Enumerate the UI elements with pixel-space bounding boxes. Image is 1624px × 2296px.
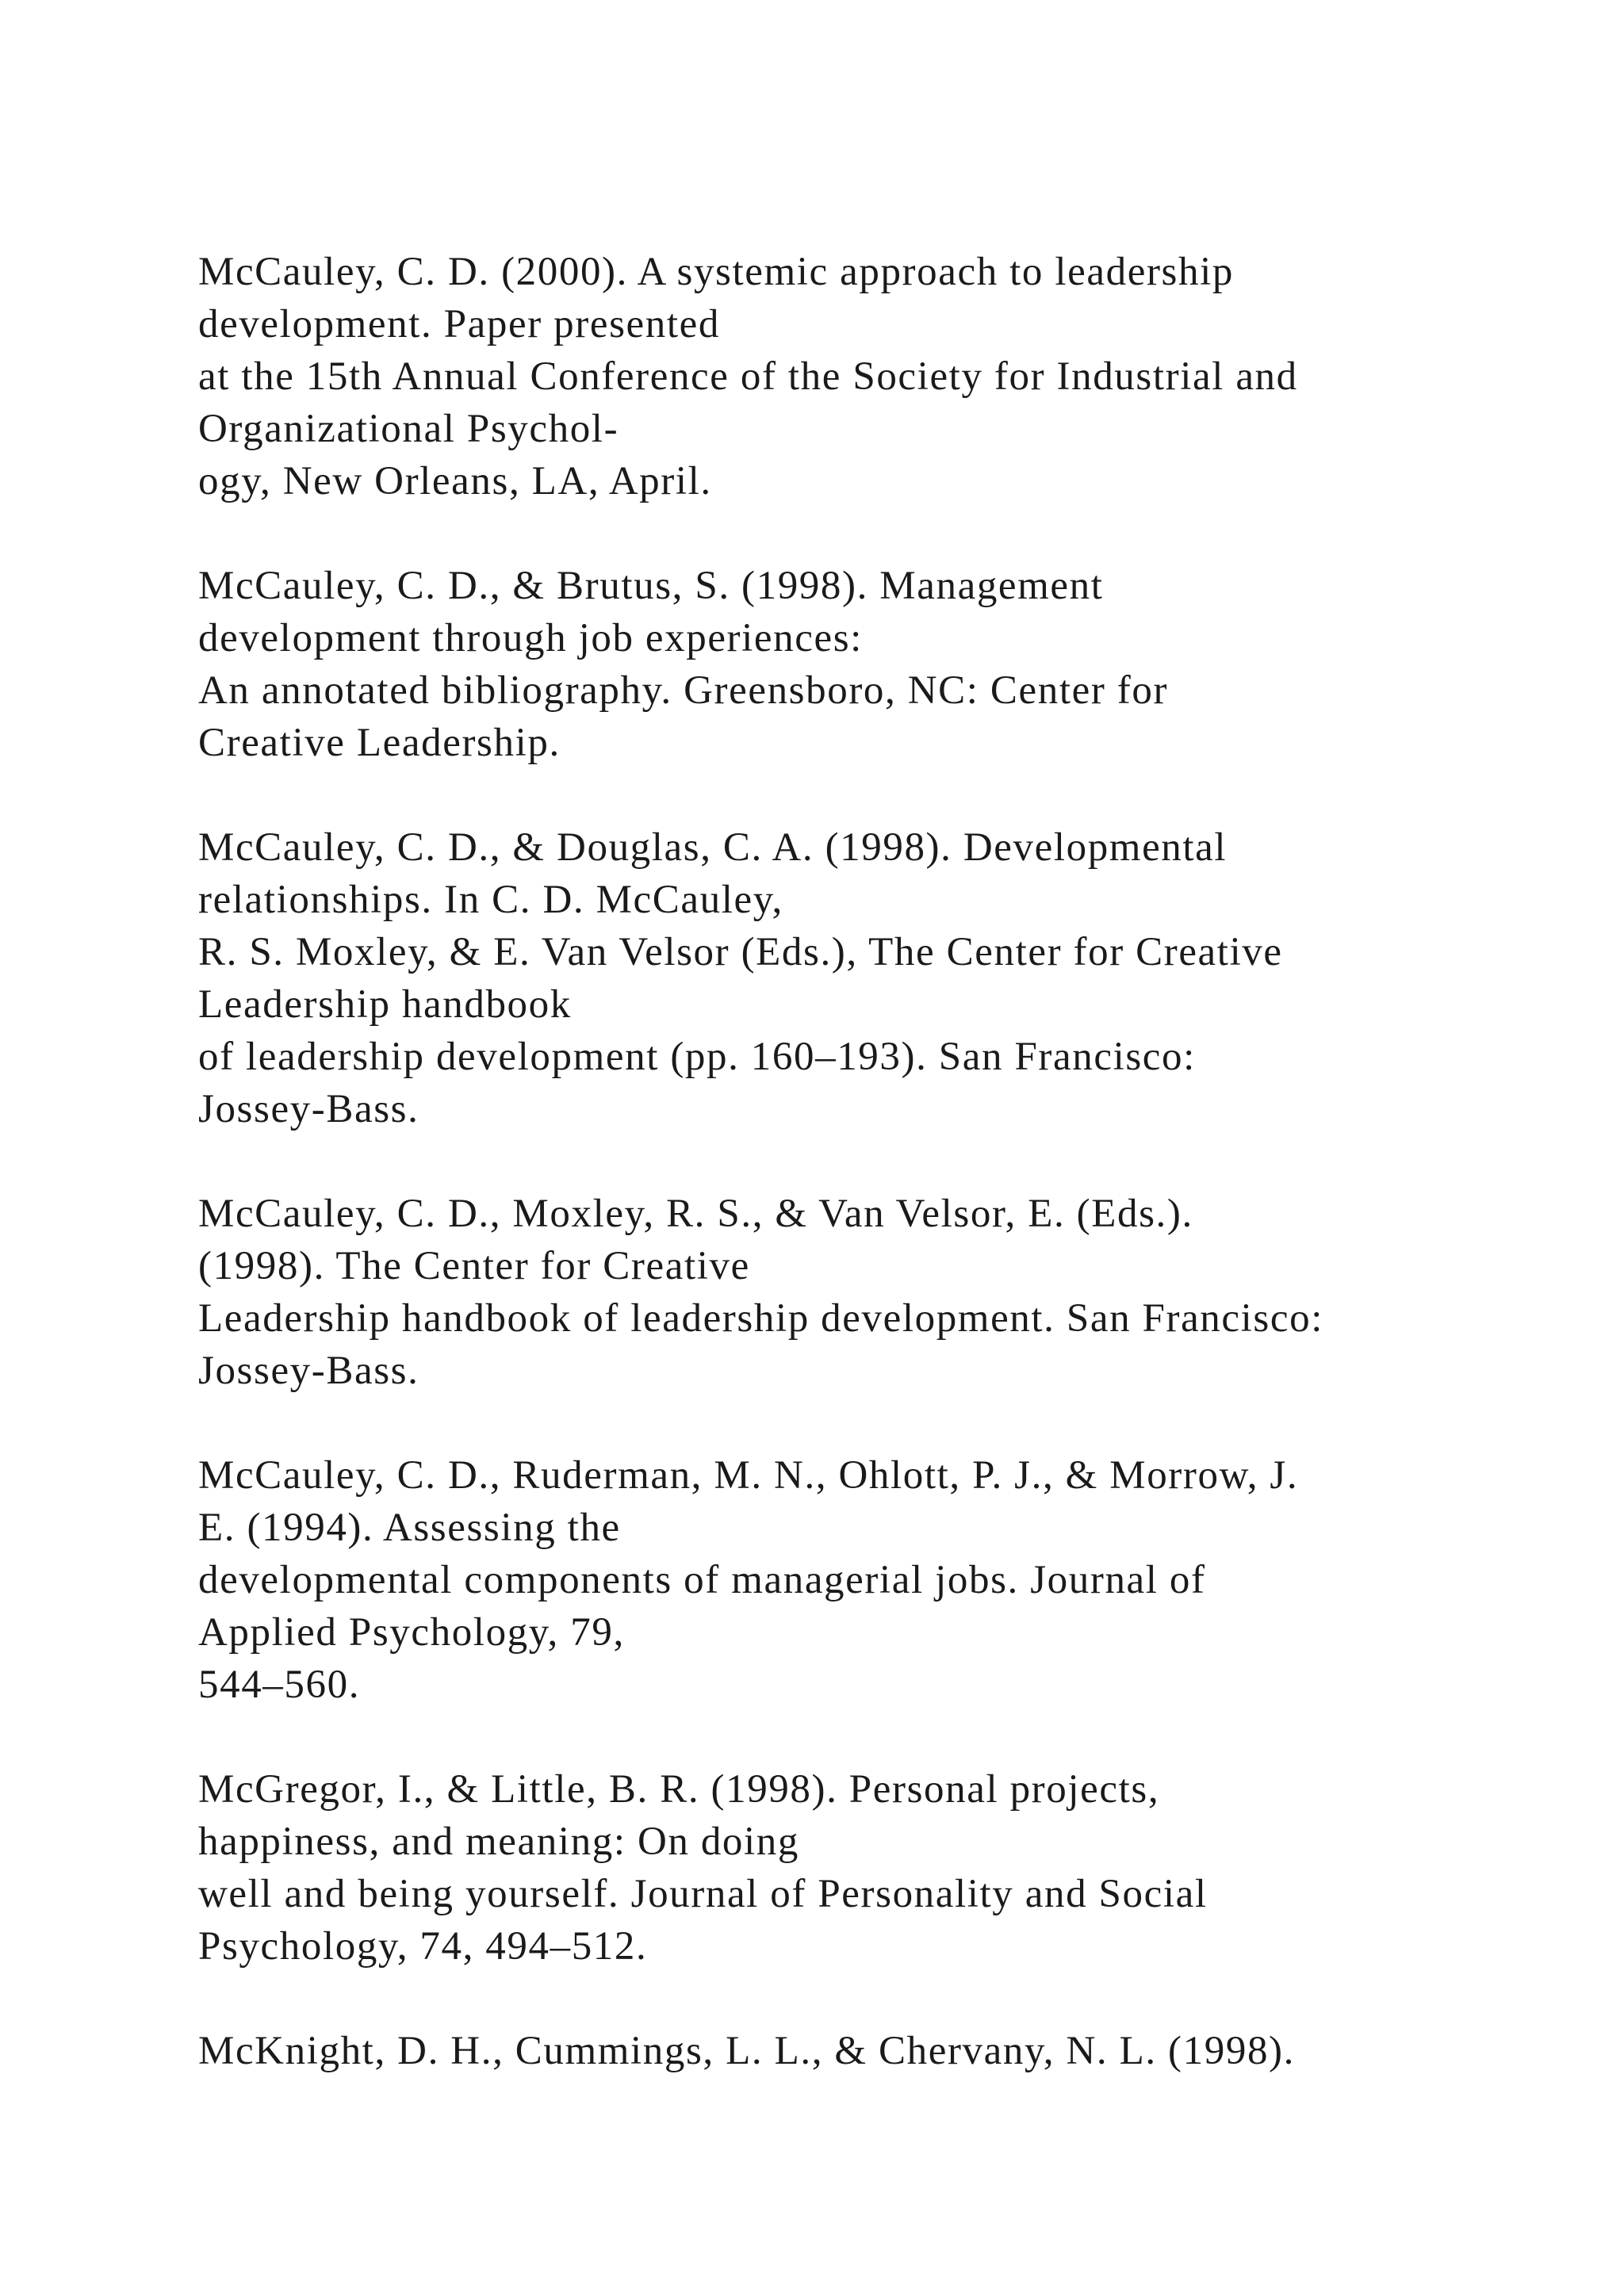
reference-line: Leadership handbook (198, 982, 572, 1027)
reference-line: R. S. Moxley, & E. Van Velsor (Eds.), The Center for Creative (198, 930, 1283, 974)
reference-line: McCauley, C. D., & Brutus, S. (1998). Management (198, 564, 1104, 608)
reference-line: 544–560. (198, 1663, 361, 1707)
reference-line: (1998). The Center for Creative (198, 1244, 750, 1288)
reference-line: Leadership handbook of leadership development. San Francisco: (198, 1296, 1323, 1341)
reference-line: developmental components of managerial jobs. Journal of (198, 1558, 1206, 1602)
reference-line: relationships. In C. D. McCauley, (198, 878, 783, 922)
reference-line: development through job experiences: (198, 616, 863, 660)
reference-line: McCauley, C. D. (2000). A systemic approach to leadership (198, 250, 1234, 294)
reference-entry (198, 2025, 1562, 2077)
reference-entry (198, 246, 1562, 507)
reference-line: An annotated bibliography. Greensboro, NC: Center for (198, 668, 1169, 713)
reference-line: happiness, and meaning: On doing (198, 1820, 800, 1864)
reference-line: of leadership development (pp. 160–193). San Francisco: (198, 1035, 1196, 1079)
reference-line: E. (1994). Assessing the (198, 1506, 621, 1550)
reference-line: Jossey-Bass. (198, 1087, 419, 1131)
reference-line: McKnight, D. H., Cummings, L. L., & Chervany, N. L. (1998). (198, 2029, 1295, 2073)
reference-line: McCauley, C. D., Moxley, R. S., & Van Velsor, E. (Eds.). (198, 1192, 1193, 1236)
reference-entry (198, 1449, 1562, 1711)
reference-line: Jossey-Bass. (198, 1349, 419, 1393)
reference-line: at the 15th Annual Conference of the Society for Industrial and (198, 354, 1298, 399)
reference-line: Applied Psychology, 79, (198, 1610, 625, 1655)
reference-line: development. Paper presented (198, 302, 720, 346)
reference-line: Psychology, 74, 494–512. (198, 1924, 648, 1969)
reference-line: McCauley, C. D., Ruderman, M. N., Ohlott, P. J., & Morrow, J. (198, 1453, 1299, 1498)
reference-line: ogy, New Orleans, LA, April. (198, 459, 712, 503)
reference-line: well and being yourself. Journal of Personality and Social (198, 1872, 1208, 1916)
reference-entry (198, 560, 1562, 769)
reference-line: Organizational Psychol- (198, 407, 619, 451)
reference-entry (198, 821, 1562, 1135)
reference-entry (198, 1763, 1562, 1973)
reference-line: Creative Leadership. (198, 721, 561, 765)
reference-entry (198, 1188, 1562, 1397)
reference-list (198, 246, 1562, 2077)
reference-line: McGregor, I., & Little, B. R. (1998). Personal projects, (198, 1767, 1160, 1812)
reference-line: McCauley, C. D., & Douglas, C. A. (1998). Developmental (198, 825, 1228, 870)
